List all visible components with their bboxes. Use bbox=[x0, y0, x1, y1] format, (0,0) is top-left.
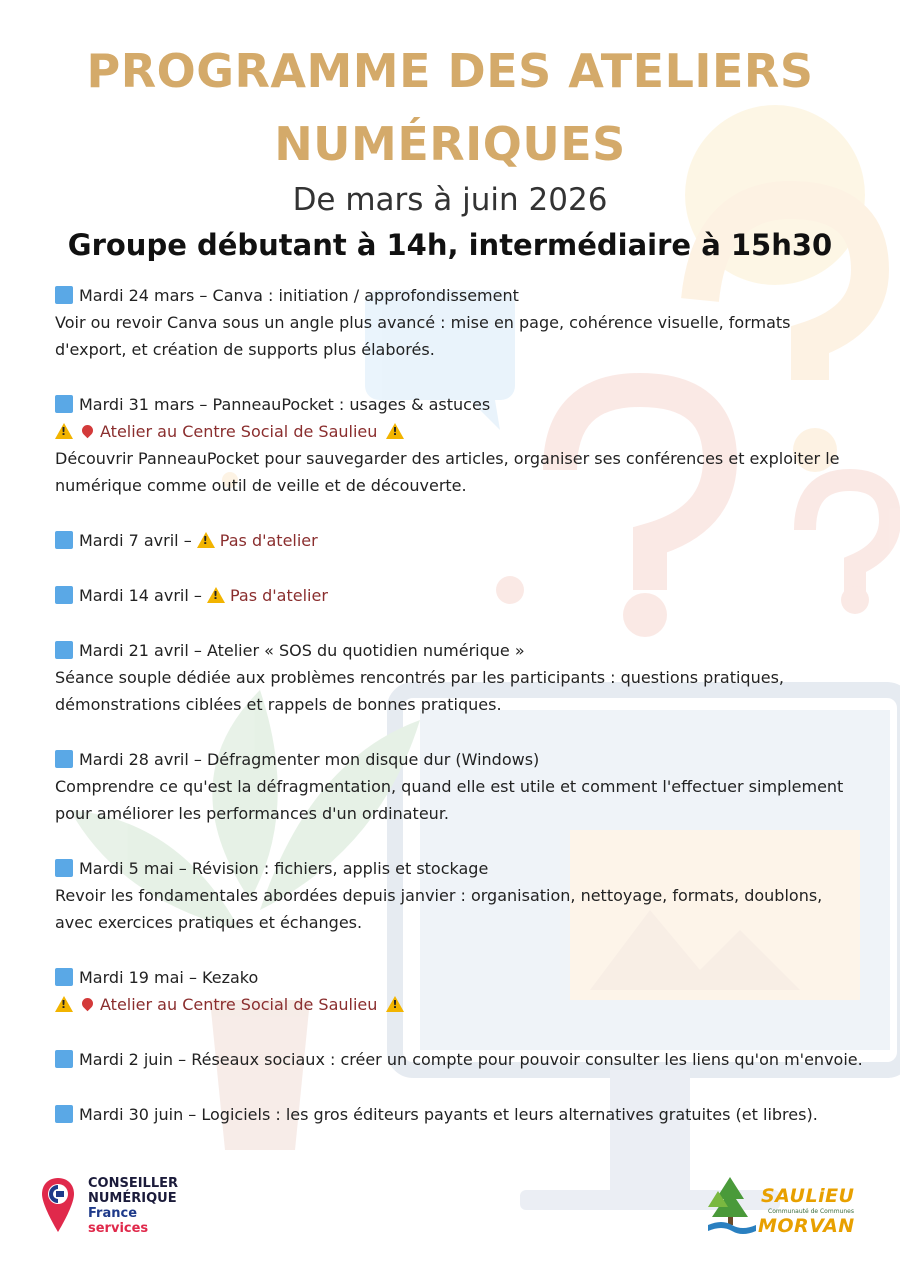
warning-icon bbox=[386, 423, 404, 439]
logo-text-line1: CONSEILLER bbox=[88, 1176, 179, 1191]
saulieu-morvan-logo bbox=[706, 1173, 876, 1243]
blue-square-icon bbox=[55, 641, 73, 659]
event-21-avril bbox=[55, 637, 855, 718]
blue-square-icon bbox=[55, 395, 73, 413]
blue-square-icon bbox=[55, 1105, 73, 1123]
event-2-juin bbox=[55, 1046, 863, 1073]
event-heading: Mardi 24 mars – Canva : initiation / approfondissement bbox=[79, 286, 519, 305]
event-heading: Mardi 21 avril – Atelier « SOS du quotidien numérique » bbox=[79, 641, 525, 660]
event-heading: Mardi 14 avril – bbox=[79, 586, 202, 605]
event-list bbox=[55, 282, 863, 1128]
logo-word-saulieu: SAULiEU bbox=[761, 1185, 855, 1207]
logo-text-line3: France bbox=[88, 1206, 138, 1221]
blue-square-icon bbox=[55, 968, 73, 986]
blue-square-icon bbox=[55, 586, 73, 604]
event-5-mai bbox=[55, 855, 855, 936]
tree-logo-icon bbox=[706, 1173, 758, 1237]
warning-icon bbox=[197, 532, 215, 548]
event-30-juin bbox=[55, 1101, 855, 1128]
conseiller-numerique-logo bbox=[40, 1176, 190, 1236]
blue-square-icon bbox=[55, 859, 73, 877]
no-workshop-note: Pas d'atelier bbox=[229, 586, 328, 605]
event-description: Séance souple dédiée aux problèmes rencontrés par les participants : questions pratiques, démonstrations ciblées et rappels de bonnes pratiques. bbox=[55, 668, 784, 714]
blue-square-icon bbox=[55, 1050, 73, 1068]
event-heading: Mardi 31 mars – PanneauPocket : usages & astuces bbox=[79, 395, 491, 414]
blue-square-icon bbox=[55, 531, 73, 549]
event-heading: Mardi 28 avril – Défragmenter mon disque dur (Windows) bbox=[79, 750, 540, 769]
event-heading: Mardi 30 juin – Logiciels : les gros éditeurs payants et leurs alternatives gratuites (et libres). bbox=[79, 1105, 818, 1124]
logo-subtitle: Communauté de Communes bbox=[768, 1208, 854, 1215]
blue-square-icon bbox=[55, 286, 73, 304]
pin-icon bbox=[80, 996, 96, 1012]
event-28-avril bbox=[55, 746, 855, 827]
event-heading: Mardi 7 avril – bbox=[79, 531, 192, 550]
logo-text-line4: services bbox=[88, 1221, 149, 1236]
no-workshop-note: Pas d'atelier bbox=[219, 531, 318, 550]
page-title-line2: NUMÉRIQUES bbox=[274, 117, 626, 171]
event-location-note: Atelier au Centre Social de Saulieu bbox=[100, 422, 378, 441]
event-heading: Mardi 19 mai – Kezako bbox=[79, 968, 259, 987]
warning-icon bbox=[207, 587, 225, 603]
event-description: Comprendre ce qu'est la défragmentation, quand elle est utile et comment l'effectuer simplement pour améliorer les performances d'un ordinateur. bbox=[55, 777, 844, 823]
event-description: Découvrir PanneauPocket pour sauvegarder des articles, organiser ses conférences et exploiter le numérique comme outil de veille et de découverte. bbox=[55, 449, 840, 495]
map-pin-logo-icon bbox=[40, 1176, 76, 1234]
pin-icon bbox=[80, 423, 96, 439]
warning-icon bbox=[386, 996, 404, 1012]
event-heading: Mardi 5 mai – Révision : fichiers, applis et stockage bbox=[79, 859, 489, 878]
page-title-line1: PROGRAMME DES ATELIERS bbox=[86, 44, 814, 98]
logo-text-line2: NUMÉRIQUE bbox=[88, 1191, 177, 1206]
warning-icon bbox=[55, 996, 73, 1012]
event-heading: Mardi 2 juin – Réseaux sociaux : créer un compte pour pouvoir consulter les liens qu'on m'envoie. bbox=[79, 1050, 863, 1069]
blue-square-icon bbox=[55, 750, 73, 768]
logo-word-morvan: MORVAN bbox=[758, 1215, 855, 1237]
event-7-avril bbox=[55, 527, 855, 554]
event-14-avril bbox=[55, 582, 855, 609]
warning-icon bbox=[55, 423, 73, 439]
event-location-note: Atelier au Centre Social de Saulieu bbox=[100, 995, 378, 1014]
event-31-mars bbox=[55, 391, 855, 499]
event-19-mai bbox=[55, 964, 855, 1018]
event-description: Voir ou revoir Canva sous un angle plus avancé : mise en page, cohérence visuelle, formats d'export, et création de supports plus élaborés. bbox=[55, 313, 791, 359]
group-schedule-heading: Groupe débutant à 14h, intermédiaire à 15h30 bbox=[67, 228, 833, 262]
event-24-mars bbox=[55, 282, 855, 363]
event-description: Revoir les fondamentales abordées depuis janvier : organisation, nettoyage, formats, doublons, avec exercices pratiques et échanges. bbox=[55, 886, 823, 932]
date-range-subtitle: De mars à juin 2026 bbox=[292, 182, 608, 218]
